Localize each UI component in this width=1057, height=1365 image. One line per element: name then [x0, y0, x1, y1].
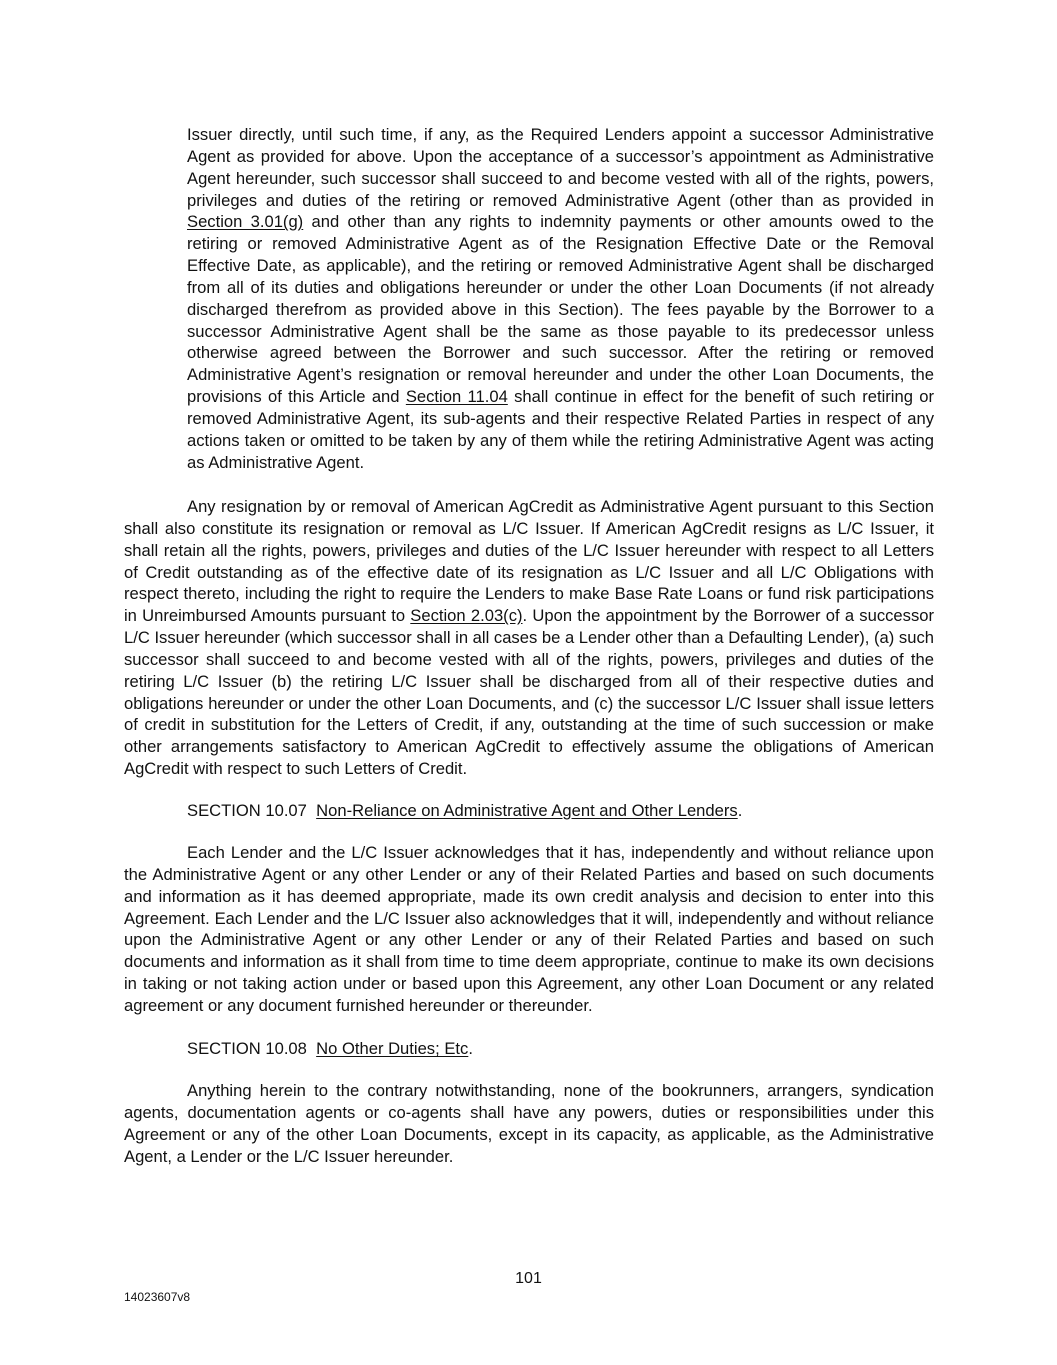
- section-10-07-heading: [187, 800, 742, 822]
- lc-issuer-text-1: Any resignation by or removal of American AgCredit as Administrative Agent pursuant to this Section shall also constitute its resignation or removal as L/C Issuer. If American AgCredit resigns as L/C Issuer, it shall retain all the rights, powers, privileges and duties of the L/C Issuer hereunder with respect to all Letters of Credit outstanding as of the effective date of its resignation as L/C Issuer and all L/C Obligations with respect thereto, including the right to require the Lenders to make Base Rate Loans or fund risk participations in Unreimbursed Amounts pursuant to: [124, 497, 934, 626]
- section-10-08-title: No Other Duties; Etc: [316, 1039, 469, 1058]
- section-10-07-punct: .: [737, 801, 743, 820]
- section-10-08-number: SECTION 10.08: [187, 1039, 307, 1058]
- continuation-text-2: and other than any rights to indemnity payments or other amounts owed to the retiring or removed Administrative Agent as of the Resignation Effective Date or the Removal Effective Date, as applicable), and the retiring or removed Administrative Agent shall be discharged from all of its duties and obligations hereunder or under the other Loan Documents (if not already discharged therefrom as provided above in this Section). The fees payable by the Borrower to a successor Administrative Agent shall be the same as those payable to its predecessor unless otherwise agreed between the Borrower and such successor. After the retiring or removed Administrative Agent’s resignation or removal hereunder and under the other Loan Documents, the provisions of this Article and: [187, 212, 934, 407]
- lc-issuer-resignation-paragraph: [124, 496, 934, 780]
- section-10-07-number: SECTION 10.07: [187, 801, 307, 820]
- document-id: 14023607v8: [124, 1290, 191, 1304]
- continuation-paragraph: [187, 124, 934, 474]
- section-10-07-title: Non-Reliance on Administrative Agent and Other Lenders: [316, 801, 738, 820]
- section-2-03-c-reference: Section 2.03(c): [410, 606, 523, 626]
- section-10-08-heading: [187, 1038, 473, 1060]
- section-11-04-reference: Section 11.04: [405, 387, 508, 407]
- section-10-08-punct: .: [468, 1039, 473, 1058]
- section-10-07-body: Each Lender and the L/C Issuer acknowledges that it has, independently and without reliance upon the Administrative Agent or any other Lender or any of their Related Parties and based on such documents and information as it has deemed appropriate, made its own credit analysis and decision to enter into this Agreement. Each Lender and the L/C Issuer also acknowledges that it will, independently and without reliance upon the Administrative Agent or any other Lender or any of their Related Parties and based on such documents and information as it shall from time to time deem appropriate, continue to make its own decisions in taking or not taking action under or based upon this Agreement, any other Loan Document or any related agreement or any document furnished hereunder or thereunder.: [124, 843, 934, 1015]
- lc-issuer-text-2: . Upon the appointment by the Borrower of a successor L/C Issuer hereunder (which successor shall in all cases be a Lender other than a Defaulting Lender), (a) such successor shall succeed to and become vested with all of the rights, powers, privileges and duties of the retiring L/C Issuer (b) the retiring L/C Issuer shall be discharged from all of their respective duties and obligations hereunder or under the other Loan Documents, and (c) the successor L/C Issuer shall issue letters of credit in substitution for the Letters of Credit, if any, outstanding at the time of such succession or make other arrangements satisfactory to American AgCredit to effectively assume the obligations of American AgCredit with respect to such Letters of Credit.: [124, 606, 934, 779]
- continuation-text-1: Issuer directly, until such time, if any, as the Required Lenders appoint a successor Administrative Agent as provided for above. Upon the acceptance of a successor’s appointment as Administrative Agent hereunder, such successor shall succeed to and become vested with all of the rights, powers, privileges and duties of the retiring or removed Administrative Agent (other than as provided in: [187, 125, 934, 210]
- section-3-01-g-reference: Section 3.01(g): [187, 212, 304, 232]
- section-10-08-body: Anything herein to the contrary notwithstanding, none of the bookrunners, arrangers, syndication agents, documentation agents or co-agents shall have any powers, duties or responsibilities under this Agreement or any of the other Loan Documents, except in its capacity, as applicable, as the Administrative Agent, a Lender or the L/C Issuer hereunder.: [124, 1081, 934, 1166]
- page-number: 101: [515, 1270, 542, 1287]
- continuation-text-3: shall continue in effect for the benefit of such retiring or removed Administrative Agent, its sub-agents and their respective Related Parties in respect of any actions taken or omitted to be taken by any of them while the retiring Administrative Agent was acting as Administrative Agent.: [187, 387, 934, 472]
